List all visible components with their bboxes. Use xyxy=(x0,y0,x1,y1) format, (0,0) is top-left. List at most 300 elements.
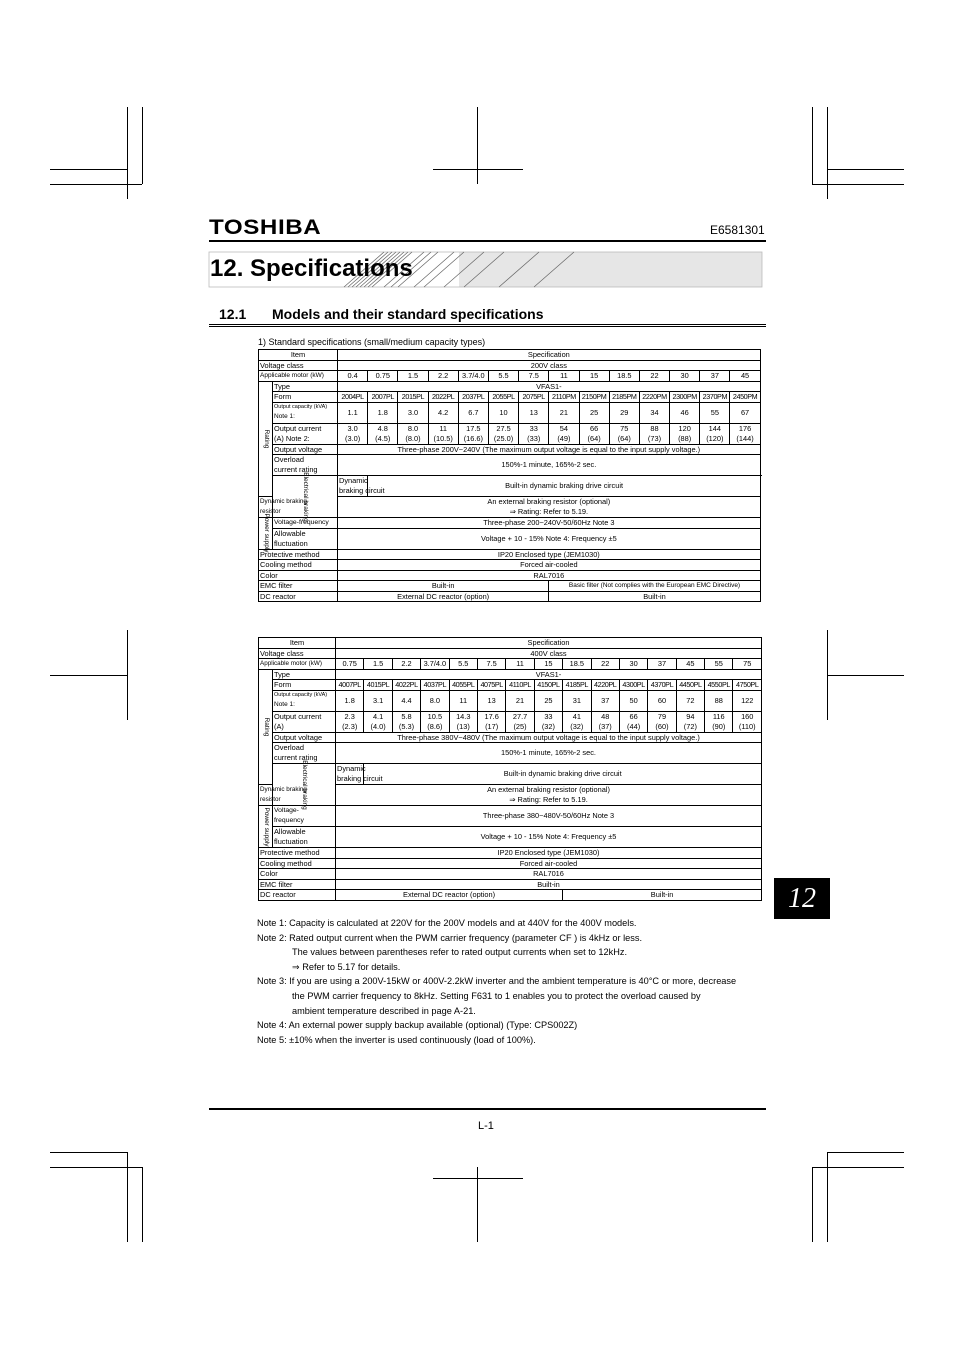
cooling-value: Forced air-cooled xyxy=(338,560,761,571)
current-cell xyxy=(676,711,704,732)
dc-reactor-row xyxy=(259,890,762,901)
form-label: Form xyxy=(273,680,336,691)
current-12khz: (33) xyxy=(527,433,541,443)
braking-resistor-value: An external braking resistor (optional) ⇒ Rating: Refer to 5.19. xyxy=(338,497,761,518)
overload-value: 150%-1 minute, 165%-2 sec. xyxy=(336,743,762,764)
value-cell: 2220PM xyxy=(639,392,669,403)
voltage-class-label: Voltage class xyxy=(259,648,336,659)
capacity-row xyxy=(259,690,762,711)
protective-label: Protective method xyxy=(259,848,336,859)
current-cell xyxy=(519,423,549,444)
current-4khz: 33 xyxy=(529,423,538,433)
section-rule xyxy=(209,324,766,325)
chapter-title: 12. Specifications xyxy=(210,255,413,282)
output-voltage-row xyxy=(259,444,761,455)
fluctuation-value: Voltage + 10 - 15% Note 4: Frequency ±5 xyxy=(336,827,762,848)
current-4khz: 14.3 xyxy=(456,711,471,721)
value-cell: 60 xyxy=(648,690,676,711)
current-12khz: (25.0) xyxy=(493,433,514,443)
motor-label: Applicable motor (kW) xyxy=(259,371,338,382)
current-4khz: 75 xyxy=(620,423,629,433)
value-cell: 3.0 xyxy=(398,402,428,423)
current-4khz: 120 xyxy=(678,423,691,433)
table-header-row xyxy=(259,638,762,649)
note-line: The values between parentheses refer to rated output currents when set to 12kHz. xyxy=(292,947,628,958)
value-cell: 34 xyxy=(639,402,669,423)
motor-row xyxy=(259,659,762,670)
value-cell: 4150PL xyxy=(534,680,562,691)
page-number: L-1 xyxy=(478,1120,494,1132)
value-cell: 2450PM xyxy=(730,392,760,403)
section-number: 12.1 xyxy=(219,306,247,322)
note-line: the PWM carrier frequency to 8kHz. Setting F631 to 1 enables you to protect the overload caused by xyxy=(292,990,701,1001)
current-4khz: 79 xyxy=(657,711,667,721)
note-line: ambient temperature described in page A-21. xyxy=(292,1005,476,1016)
dc-reactor-value-b: Built-in xyxy=(549,591,760,602)
current-12khz: (8.6) xyxy=(427,721,443,731)
value-cell: 4037PL xyxy=(421,680,449,691)
value-cell: 4450PL xyxy=(676,680,704,691)
color-label: Color xyxy=(259,570,338,581)
voltage-frequency-label: Voltage-frequency xyxy=(273,518,338,529)
current-cell xyxy=(398,423,428,444)
section-title: Models and their standard specifications xyxy=(272,306,544,322)
current-4khz: 3.0 xyxy=(347,423,358,433)
voltage-class-row xyxy=(259,648,762,659)
current-cell xyxy=(336,711,364,732)
current-12khz: (4.5) xyxy=(375,433,391,443)
output-voltage-value: Three-phase 200V~240V (The maximum output voltage is equal to the input supply voltage.) xyxy=(338,444,761,455)
cooling-value: Forced air-cooled xyxy=(336,858,762,869)
value-cell: 4550PL xyxy=(705,680,733,691)
value-cell: 18.5 xyxy=(563,659,591,670)
value-cell: 11 xyxy=(506,659,534,670)
current-cell xyxy=(428,423,458,444)
current-12khz: (13) xyxy=(456,721,470,731)
type-label: Type xyxy=(273,381,338,392)
current-label: Output current (A) xyxy=(273,711,336,732)
value-cell: 25 xyxy=(579,402,609,423)
output-voltage-value: Three-phase 380V~480V (The maximum output voltage is equal to the input supply voltage.) xyxy=(336,732,762,743)
value-cell: 2022PL xyxy=(428,392,458,403)
voltage-frequency-label: Voltage- frequency xyxy=(273,806,336,827)
value-cell: 4.2 xyxy=(428,402,458,423)
current-cell xyxy=(591,711,619,732)
item-header: Item xyxy=(259,350,338,361)
current-cell xyxy=(639,423,669,444)
electrical-braking-group: Electrical braking xyxy=(273,476,338,518)
current-4khz: 10.5 xyxy=(427,711,443,721)
current-cell xyxy=(338,423,368,444)
current-cell xyxy=(648,711,676,732)
value-cell: 4.4 xyxy=(392,690,420,711)
current-cell xyxy=(477,711,505,732)
voltage-frequency-value: Three-phase 200~240V-50/60Hz Note 3 xyxy=(338,518,761,529)
dynamic-braking-row xyxy=(259,764,762,785)
current-12khz: (49) xyxy=(557,433,571,443)
current-cell xyxy=(506,711,534,732)
value-cell: 37 xyxy=(700,371,730,382)
current-4khz: 116 xyxy=(712,711,725,721)
current-cell xyxy=(421,711,449,732)
dc-reactor-row xyxy=(259,591,761,602)
fluctuation-label: Allowable fluctuation xyxy=(273,528,338,549)
value-cell: 0.75 xyxy=(368,371,398,382)
value-cell: 37 xyxy=(591,690,619,711)
dc-reactor-value-a: External DC reactor (option) xyxy=(336,890,563,901)
protective-row xyxy=(259,549,761,560)
emc-row xyxy=(259,879,762,890)
current-4khz: 2.3 xyxy=(344,711,355,721)
form-row xyxy=(259,392,761,403)
current-4khz: 8.0 xyxy=(407,423,419,433)
value-cell: 46 xyxy=(670,402,700,423)
value-cell: 4110PL xyxy=(506,680,534,691)
voltage-class-row xyxy=(259,360,761,371)
current-4khz: 88 xyxy=(650,423,659,433)
current-4khz: 27.5 xyxy=(496,423,511,433)
value-cell: 1.5 xyxy=(364,659,392,670)
value-cell: 4185PL xyxy=(563,680,591,691)
value-cell: 11 xyxy=(449,690,477,711)
current-4khz: 17.5 xyxy=(466,423,481,433)
dc-reactor-value-b: Built-in xyxy=(563,890,762,901)
fluctuation-row xyxy=(259,827,762,848)
rating-group: Rating xyxy=(259,669,273,785)
dynamic-braking-label: Dynamic braking circuit xyxy=(339,476,385,495)
value-cell: 122 xyxy=(733,690,762,711)
color-row xyxy=(259,570,761,581)
current-4khz: 27.7 xyxy=(512,711,528,721)
note-line: Note 2: Rated output current when the PWM carrier frequency (parameter CF ) is 4kHz or less. xyxy=(257,932,643,943)
current-cell xyxy=(368,423,398,444)
type-value: VFAS1- xyxy=(338,381,761,392)
current-4khz: 48 xyxy=(601,711,610,721)
current-12khz: (2.3) xyxy=(342,721,358,731)
current-12khz: (16.6) xyxy=(463,433,483,443)
current-12khz: (88) xyxy=(678,433,692,443)
voltage-frequency-row xyxy=(259,806,762,827)
dynamic-braking-value: Built-in dynamic braking drive circuit xyxy=(364,764,762,785)
current-12khz: (32) xyxy=(541,721,555,731)
current-4khz: 66 xyxy=(629,711,638,721)
current-4khz: 94 xyxy=(686,711,695,721)
document-number: E6581301 xyxy=(710,223,765,237)
current-12khz: (32) xyxy=(570,721,584,731)
current-4khz: 4.1 xyxy=(372,711,384,721)
type-row xyxy=(259,669,762,680)
braking-resistor-label: Dynamic braking resistor xyxy=(259,497,273,518)
value-cell: 37 xyxy=(648,659,676,670)
capacity-label: Output capacity (kVA) Note 1: xyxy=(273,690,336,711)
current-label: Output current (A) Note 2: xyxy=(273,423,338,444)
value-cell: 29 xyxy=(609,402,639,423)
value-cell: 2075PL xyxy=(519,392,549,403)
footer-rule xyxy=(209,1108,766,1110)
note-line: Note 5: ±10% when the inverter is used continuously (load of 100%). xyxy=(257,1034,536,1045)
cooling-label: Cooling method xyxy=(259,560,338,571)
value-cell: 22 xyxy=(639,371,669,382)
table-caption: 1) Standard specifications (small/medium capacity types) xyxy=(258,337,486,347)
value-cell: 2007PL xyxy=(368,392,398,403)
type-row xyxy=(259,381,761,392)
cooling-label: Cooling method xyxy=(259,858,336,869)
current-cell xyxy=(392,711,420,732)
dynamic-braking-value: Built-in dynamic braking drive circuit xyxy=(368,476,761,497)
value-cell: 0.4 xyxy=(338,371,368,382)
value-cell: 2.2 xyxy=(392,659,420,670)
value-cell: 0.75 xyxy=(336,659,364,670)
current-12khz: (72) xyxy=(683,721,697,731)
current-12khz: (60) xyxy=(655,721,669,731)
value-cell: 55 xyxy=(705,659,733,670)
current-4khz: 41 xyxy=(572,711,581,721)
current-cell xyxy=(579,423,609,444)
current-cell xyxy=(619,711,647,732)
value-cell: 21 xyxy=(506,690,534,711)
current-12khz: (120) xyxy=(706,433,724,443)
current-4khz: 33 xyxy=(544,711,553,721)
voltage-class-label: Voltage class xyxy=(259,360,338,371)
value-cell: 4075PL xyxy=(477,680,505,691)
current-12khz: (5.3) xyxy=(398,721,415,731)
value-cell: 3.7/4.0 xyxy=(458,371,488,382)
value-cell: 50 xyxy=(619,690,647,711)
value-cell: 7.5 xyxy=(477,659,505,670)
value-cell: 8.0 xyxy=(421,690,449,711)
value-cell: 75 xyxy=(733,659,762,670)
cooling-row xyxy=(259,560,761,571)
value-cell: 25 xyxy=(534,690,562,711)
spec-header: Specification xyxy=(338,350,761,361)
color-label: Color xyxy=(259,869,336,880)
overload-row xyxy=(259,455,761,476)
color-value: RAL7016 xyxy=(336,869,762,880)
current-4khz: 176 xyxy=(738,423,752,433)
fluctuation-value: Voltage + 10 - 15% Note 4: Frequency ±5 xyxy=(338,528,761,549)
value-cell: 21 xyxy=(549,402,579,423)
current-12khz: (64) xyxy=(617,433,631,443)
value-cell: 4055PL xyxy=(449,680,477,691)
current-cell xyxy=(488,423,518,444)
capacity-label: Output capacity (kVA) Note 1: xyxy=(273,402,338,423)
value-cell: 45 xyxy=(730,371,760,382)
current-cell xyxy=(534,711,562,732)
current-cell xyxy=(563,711,591,732)
braking-resistor-label: Dynamic braking resistor xyxy=(259,785,273,806)
current-4khz: 17.6 xyxy=(484,711,499,721)
value-cell: 4007PL xyxy=(336,680,364,691)
dc-reactor-label: DC reactor xyxy=(259,890,336,901)
value-cell: 4022PL xyxy=(392,680,420,691)
value-cell: 2.2 xyxy=(428,371,458,382)
value-cell: 5.5 xyxy=(488,371,518,382)
value-cell: 2150PM xyxy=(579,392,609,403)
value-cell: 10 xyxy=(488,402,518,423)
value-cell: 2015PL xyxy=(398,392,428,403)
color-row xyxy=(259,869,762,880)
current-4khz: 160 xyxy=(741,711,754,721)
overload-value: 150%-1 minute, 165%-2 sec. xyxy=(338,455,761,476)
brand-logo: TOSHIBA xyxy=(209,216,322,239)
current-12khz: (144) xyxy=(736,433,754,443)
value-cell: 31 xyxy=(563,690,591,711)
voltage-frequency-row xyxy=(259,518,761,529)
value-cell: 4750PL xyxy=(733,680,762,691)
protective-label: Protective method xyxy=(259,549,338,560)
current-cell xyxy=(705,711,733,732)
fluctuation-row xyxy=(259,528,761,549)
current-4khz: 144 xyxy=(708,423,722,433)
current-cell xyxy=(449,711,477,732)
value-cell: 2037PL xyxy=(458,392,488,403)
color-value: RAL7016 xyxy=(338,570,761,581)
note-line: Note 1: Capacity is calculated at 220V for the 200V models and at 440V for the 400V models. xyxy=(257,918,637,928)
current-cell xyxy=(609,423,639,444)
current-12khz: (4.0) xyxy=(370,721,386,731)
value-cell: 4015PL xyxy=(364,680,392,691)
spec-header: Specification xyxy=(336,638,762,649)
value-cell: 15 xyxy=(534,659,562,670)
value-cell: 3.7/4.0 xyxy=(421,659,449,670)
capacity-row xyxy=(259,402,761,423)
current-12khz: (8.0) xyxy=(405,433,421,443)
motor-row xyxy=(259,371,761,382)
current-12khz: (73) xyxy=(647,433,662,443)
value-cell: 30 xyxy=(670,371,700,382)
dynamic-braking-label: Dynamic braking circuit xyxy=(337,764,383,783)
type-value: VFAS1- xyxy=(336,669,762,680)
value-cell: 55 xyxy=(700,402,730,423)
header-rule xyxy=(209,240,766,242)
value-cell: 4300PL xyxy=(619,680,647,691)
current-12khz: (17) xyxy=(485,721,499,731)
value-cell: 22 xyxy=(591,659,619,670)
current-12khz: (3.0) xyxy=(344,433,361,443)
emc-label: EMC filter xyxy=(259,581,338,592)
value-cell: 4220PL xyxy=(591,680,619,691)
notes-section xyxy=(257,916,777,1047)
rating-group: Rating xyxy=(259,381,273,497)
value-cell: 5.5 xyxy=(449,659,477,670)
value-cell: 13 xyxy=(519,402,549,423)
value-cell: 1.8 xyxy=(368,402,398,423)
dynamic-braking-row xyxy=(259,476,761,497)
dc-reactor-value-a: External DC reactor (option) xyxy=(338,591,549,602)
current-4khz: 11 xyxy=(439,423,447,433)
value-cell: 1.8 xyxy=(336,690,364,711)
value-cell: 2300PM xyxy=(670,392,700,403)
current-cell xyxy=(364,711,392,732)
note-line: Note 4: An external power supply backup available (optional) (Type: CPS002Z) xyxy=(257,1020,578,1031)
form-row xyxy=(259,680,762,691)
current-row xyxy=(259,711,762,732)
current-cell xyxy=(730,423,760,444)
emc-value-b: Basic filter (Not complies with the European EMC Directive) xyxy=(549,581,760,592)
current-12khz: (64) xyxy=(587,433,601,443)
current-cell xyxy=(458,423,488,444)
spec-table-200v xyxy=(258,349,761,602)
value-cell: 4370PL xyxy=(648,680,676,691)
value-cell: 2055PL xyxy=(488,392,518,403)
value-cell: 2110PM xyxy=(549,392,579,403)
current-12khz: (37) xyxy=(598,721,612,731)
form-label: Form xyxy=(273,392,338,403)
value-cell: 6.7 xyxy=(458,402,488,423)
value-cell: 11 xyxy=(549,371,579,382)
power-supply-group: Power supply xyxy=(259,806,273,848)
motor-label: Applicable motor (kW) xyxy=(259,659,336,670)
protective-value: IP20 Enclosed type (JEM1030) xyxy=(336,848,762,859)
current-cell xyxy=(549,423,579,444)
value-cell: 72 xyxy=(676,690,704,711)
value-cell: 30 xyxy=(619,659,647,670)
value-cell: 2370PM xyxy=(700,392,730,403)
emc-value: Built-in xyxy=(336,879,762,890)
value-cell: 1.5 xyxy=(398,371,428,382)
value-cell: 2185PM xyxy=(609,392,639,403)
overload-label: Overload current rating xyxy=(273,743,336,764)
current-12khz: (90) xyxy=(712,721,726,731)
current-12khz: (44) xyxy=(627,721,641,731)
electrical-braking-group: Electrical braking xyxy=(273,764,336,806)
current-cell xyxy=(700,423,730,444)
current-4khz: 4.8 xyxy=(377,423,388,433)
table-header-row xyxy=(259,350,761,361)
fluctuation-label: Allowable fluctuation xyxy=(273,827,336,848)
emc-row xyxy=(259,581,761,592)
current-4khz: 54 xyxy=(559,423,569,433)
voltage-frequency-value: Three-phase 380~480V-50/60Hz Note 3 xyxy=(336,806,762,827)
protective-row xyxy=(259,848,762,859)
current-12khz: (110) xyxy=(738,721,756,731)
chapter-tab[interactable]: 12 xyxy=(774,878,830,919)
current-cell xyxy=(733,711,762,732)
value-cell: 13 xyxy=(477,690,505,711)
value-cell: 88 xyxy=(705,690,733,711)
spec-table-400v xyxy=(258,637,762,901)
note-line: ⇒ Refer to 5.17 for details. xyxy=(292,961,401,972)
current-12khz: (10.5) xyxy=(433,433,453,443)
cooling-row xyxy=(259,858,762,869)
value-cell: 15 xyxy=(579,371,609,382)
output-voltage-row xyxy=(259,732,762,743)
voltage-class-value: 200V class xyxy=(338,360,761,371)
value-cell: 18.5 xyxy=(609,371,639,382)
emc-label: EMC filter xyxy=(259,879,336,890)
overload-label: Overload current rating xyxy=(273,455,338,476)
type-label: Type xyxy=(273,669,336,680)
current-4khz: 5.8 xyxy=(401,711,412,721)
current-cell xyxy=(670,423,700,444)
power-supply-group: Power supply xyxy=(259,518,273,550)
value-cell: 2004PL xyxy=(338,392,368,403)
section-rule-2 xyxy=(209,326,766,327)
current-4khz: 66 xyxy=(589,423,599,433)
item-header: Item xyxy=(259,638,336,649)
current-12khz: (25) xyxy=(513,721,527,731)
output-voltage-label: Output voltage xyxy=(273,444,338,455)
current-row xyxy=(259,423,761,444)
emc-value-a: Built-in xyxy=(338,581,549,592)
voltage-class-value: 400V class xyxy=(336,648,762,659)
protective-value: IP20 Enclosed type (JEM1030) xyxy=(338,549,761,560)
overload-row xyxy=(259,743,762,764)
value-cell: 67 xyxy=(730,402,760,423)
dc-reactor-label: DC reactor xyxy=(259,591,338,602)
value-cell: 1.1 xyxy=(338,402,368,423)
braking-resistor-value: An external braking resistor (optional) ⇒ Rating: Refer to 5.19. xyxy=(336,785,762,806)
